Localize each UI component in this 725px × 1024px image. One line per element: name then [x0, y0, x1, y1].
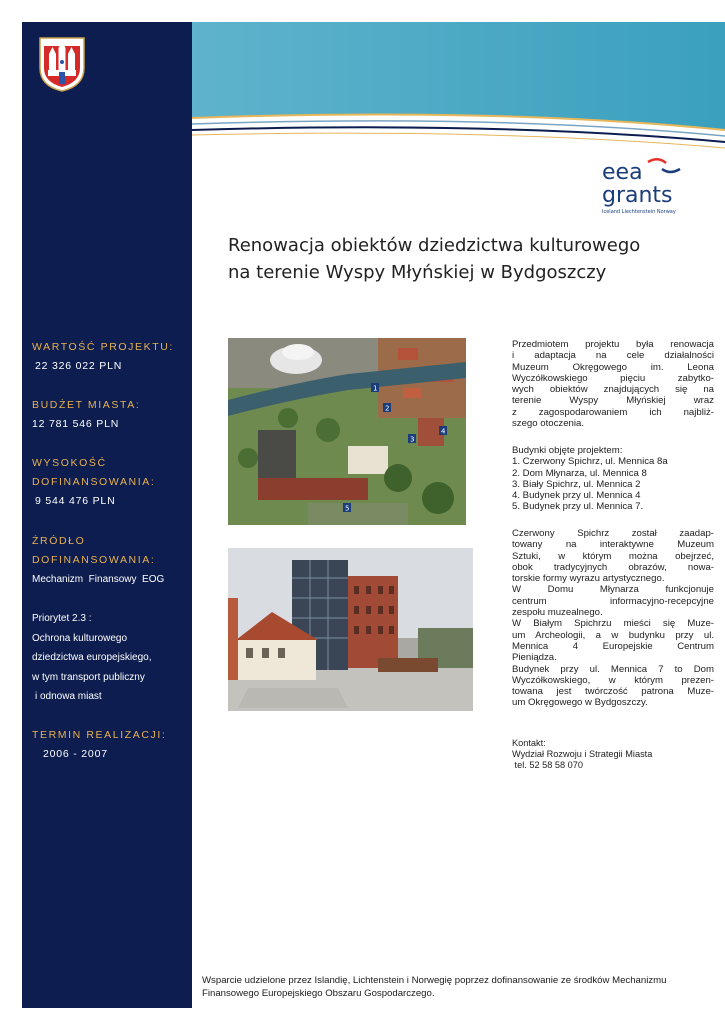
- funding-source-heading-1: ŹRÓDŁO: [32, 535, 86, 547]
- description-line: um Archeologii, a w budynku przy ul.: [512, 629, 714, 641]
- project-value-heading: WARTOŚĆ PROJEKTU:: [32, 341, 174, 353]
- description-line: W Białym Spichrzu mieści się Muze-: [512, 618, 714, 630]
- contact-label: Kontakt:: [512, 738, 546, 748]
- funding-amount-section: [32, 454, 187, 511]
- footer-note: [202, 975, 702, 1000]
- footer-line-1: Wsparcie udzielone przez Islandię, Lichtenstein i Norwegię poprzez dofinansowanie ze środków Mechanizmu: [202, 975, 667, 986]
- funding-source-value: Mechanizm Finansowy EOG: [32, 574, 165, 585]
- logo-swoosh-icon: [648, 159, 666, 163]
- city-budget-heading: BUDŻET MIASTA:: [32, 399, 141, 411]
- intro-line: wych obiektów znajdujących się na: [512, 384, 714, 396]
- intro-line: terenie Wyspy Młyńskiej wraz: [512, 395, 714, 407]
- intro-line: Muzeum Okręgowego im. Leona: [512, 361, 714, 373]
- funding-amount-heading-1: WYSOKOŚĆ: [32, 457, 107, 469]
- city-budget-value: 12 781 546 PLN: [32, 418, 120, 430]
- description-line: Sztuki, w którym można obejrzeć,: [512, 550, 714, 562]
- page-title: [228, 232, 688, 286]
- priority-line: i odnowa miast: [35, 691, 102, 702]
- contact-department: Wydział Rozwoju i Strategii Miasta: [512, 749, 653, 759]
- intro-line: z zagospodarowaniem ich najbliż-: [512, 406, 714, 418]
- marker-4: 4: [441, 427, 446, 436]
- building-item: 1. Czerwony Spichrz, ul. Mennica 8a: [512, 456, 668, 468]
- building-item: 4. Budynek przy ul. Mennica 4: [512, 490, 641, 502]
- project-value: 22 326 022 PLN: [35, 360, 123, 372]
- term-heading: TERMIN REALIZACJI:: [32, 729, 167, 741]
- description-line: Czerwony Spichrz został zaadap-: [512, 528, 714, 539]
- marker-1: 1: [373, 384, 378, 393]
- logo-swoosh-icon: [662, 169, 680, 172]
- logo-tagline: Iceland Liechtenstein Norway: [602, 209, 676, 215]
- title-line-2: na terenie Wyspy Młyńskiej w Bydgoszczy: [228, 262, 607, 283]
- description-line: um Okręgowego w Bydgoszczy.: [512, 697, 648, 709]
- logo-eea: eea: [602, 160, 643, 185]
- buildings-list: [512, 445, 714, 513]
- contact-phone: tel. 52 58 58 070: [512, 760, 584, 770]
- description-line: Mennica 4 Europejskie Centrum: [512, 640, 714, 652]
- city-budget-section: [32, 396, 187, 434]
- buildings-heading: Budynki objęte projektem:: [512, 445, 623, 456]
- term-value: 2006 - 2007: [43, 748, 108, 760]
- contact-block: [512, 738, 714, 771]
- funding-amount-value: 9 544 476 PLN: [35, 495, 116, 507]
- description-paragraph: [512, 528, 714, 709]
- description-line: obok tradycyjnych obrazów, nowa-: [512, 561, 714, 573]
- description-line: Budynek przy ul. Mennica 7 to Dom: [512, 663, 714, 675]
- building-item: 3. Biały Spichrz, ul. Mennica 2: [512, 478, 641, 490]
- description-line: centrum informacyjno-recepcyjne: [512, 595, 714, 607]
- description-line: towany na interaktywne Muzeum: [512, 539, 714, 551]
- priority-line: dziedzictwa europejskiego,: [32, 652, 152, 663]
- description-line: torskie formy wyrazu artystycznego.: [512, 573, 665, 585]
- description-line: towana jest twórczość patrona Muze-: [512, 686, 714, 698]
- intro-line: i adaptacja na cele działalności: [512, 350, 714, 362]
- intro-line: szego otoczenia.: [512, 418, 584, 430]
- funding-source-section: [32, 532, 187, 590]
- funding-amount-heading-2: DOFINANSOWANIA:: [32, 476, 156, 488]
- priority-line: Priorytet 2.3 :: [32, 613, 92, 624]
- intro-paragraph: [512, 339, 714, 429]
- marker-3: 3: [410, 435, 415, 444]
- term-section: [32, 726, 187, 764]
- project-value-section: [32, 338, 187, 376]
- aerial-photo: [228, 338, 466, 525]
- description-line: zespołu muzealnego.: [512, 607, 603, 619]
- priority-line: w tym transport publiczny: [32, 671, 145, 683]
- intro-line: Wyczółkowskiego pięciu zabytko-: [512, 372, 714, 384]
- footer-line-2: Finansowego Europejskiego Obszaru Gospodarczego.: [202, 987, 435, 999]
- description-line: Wyczółkowskiego, w którym prezen-: [512, 674, 714, 686]
- marker-5: 5: [345, 504, 350, 513]
- sidebar: [22, 22, 192, 1008]
- funding-source-heading-2: DOFINANSOWANIA:: [32, 554, 156, 566]
- buildings-photo: [228, 548, 473, 711]
- intro-line: Przedmiotem projektu była renowacja: [512, 339, 714, 350]
- description-line: W Domu Młynarza funkcjonuje: [512, 584, 714, 596]
- eea-grants-logo: [600, 155, 688, 219]
- building-item: 2. Dom Młynarza, ul. Mennica 8: [512, 467, 647, 479]
- title-line-1: Renowacja obiektów dziedzictwa kulturowego: [228, 235, 641, 256]
- building-item: 5. Budynek przy ul. Mennica 7.: [512, 501, 644, 513]
- marker-2: 2: [385, 404, 390, 413]
- city-crest-icon: [38, 36, 86, 92]
- priority-section: [32, 609, 187, 707]
- logo-grants: grants: [602, 183, 673, 208]
- header-banner: [192, 22, 725, 152]
- description-line: Pieniądza.: [512, 652, 557, 664]
- priority-line: Ochrona kulturowego: [32, 632, 128, 644]
